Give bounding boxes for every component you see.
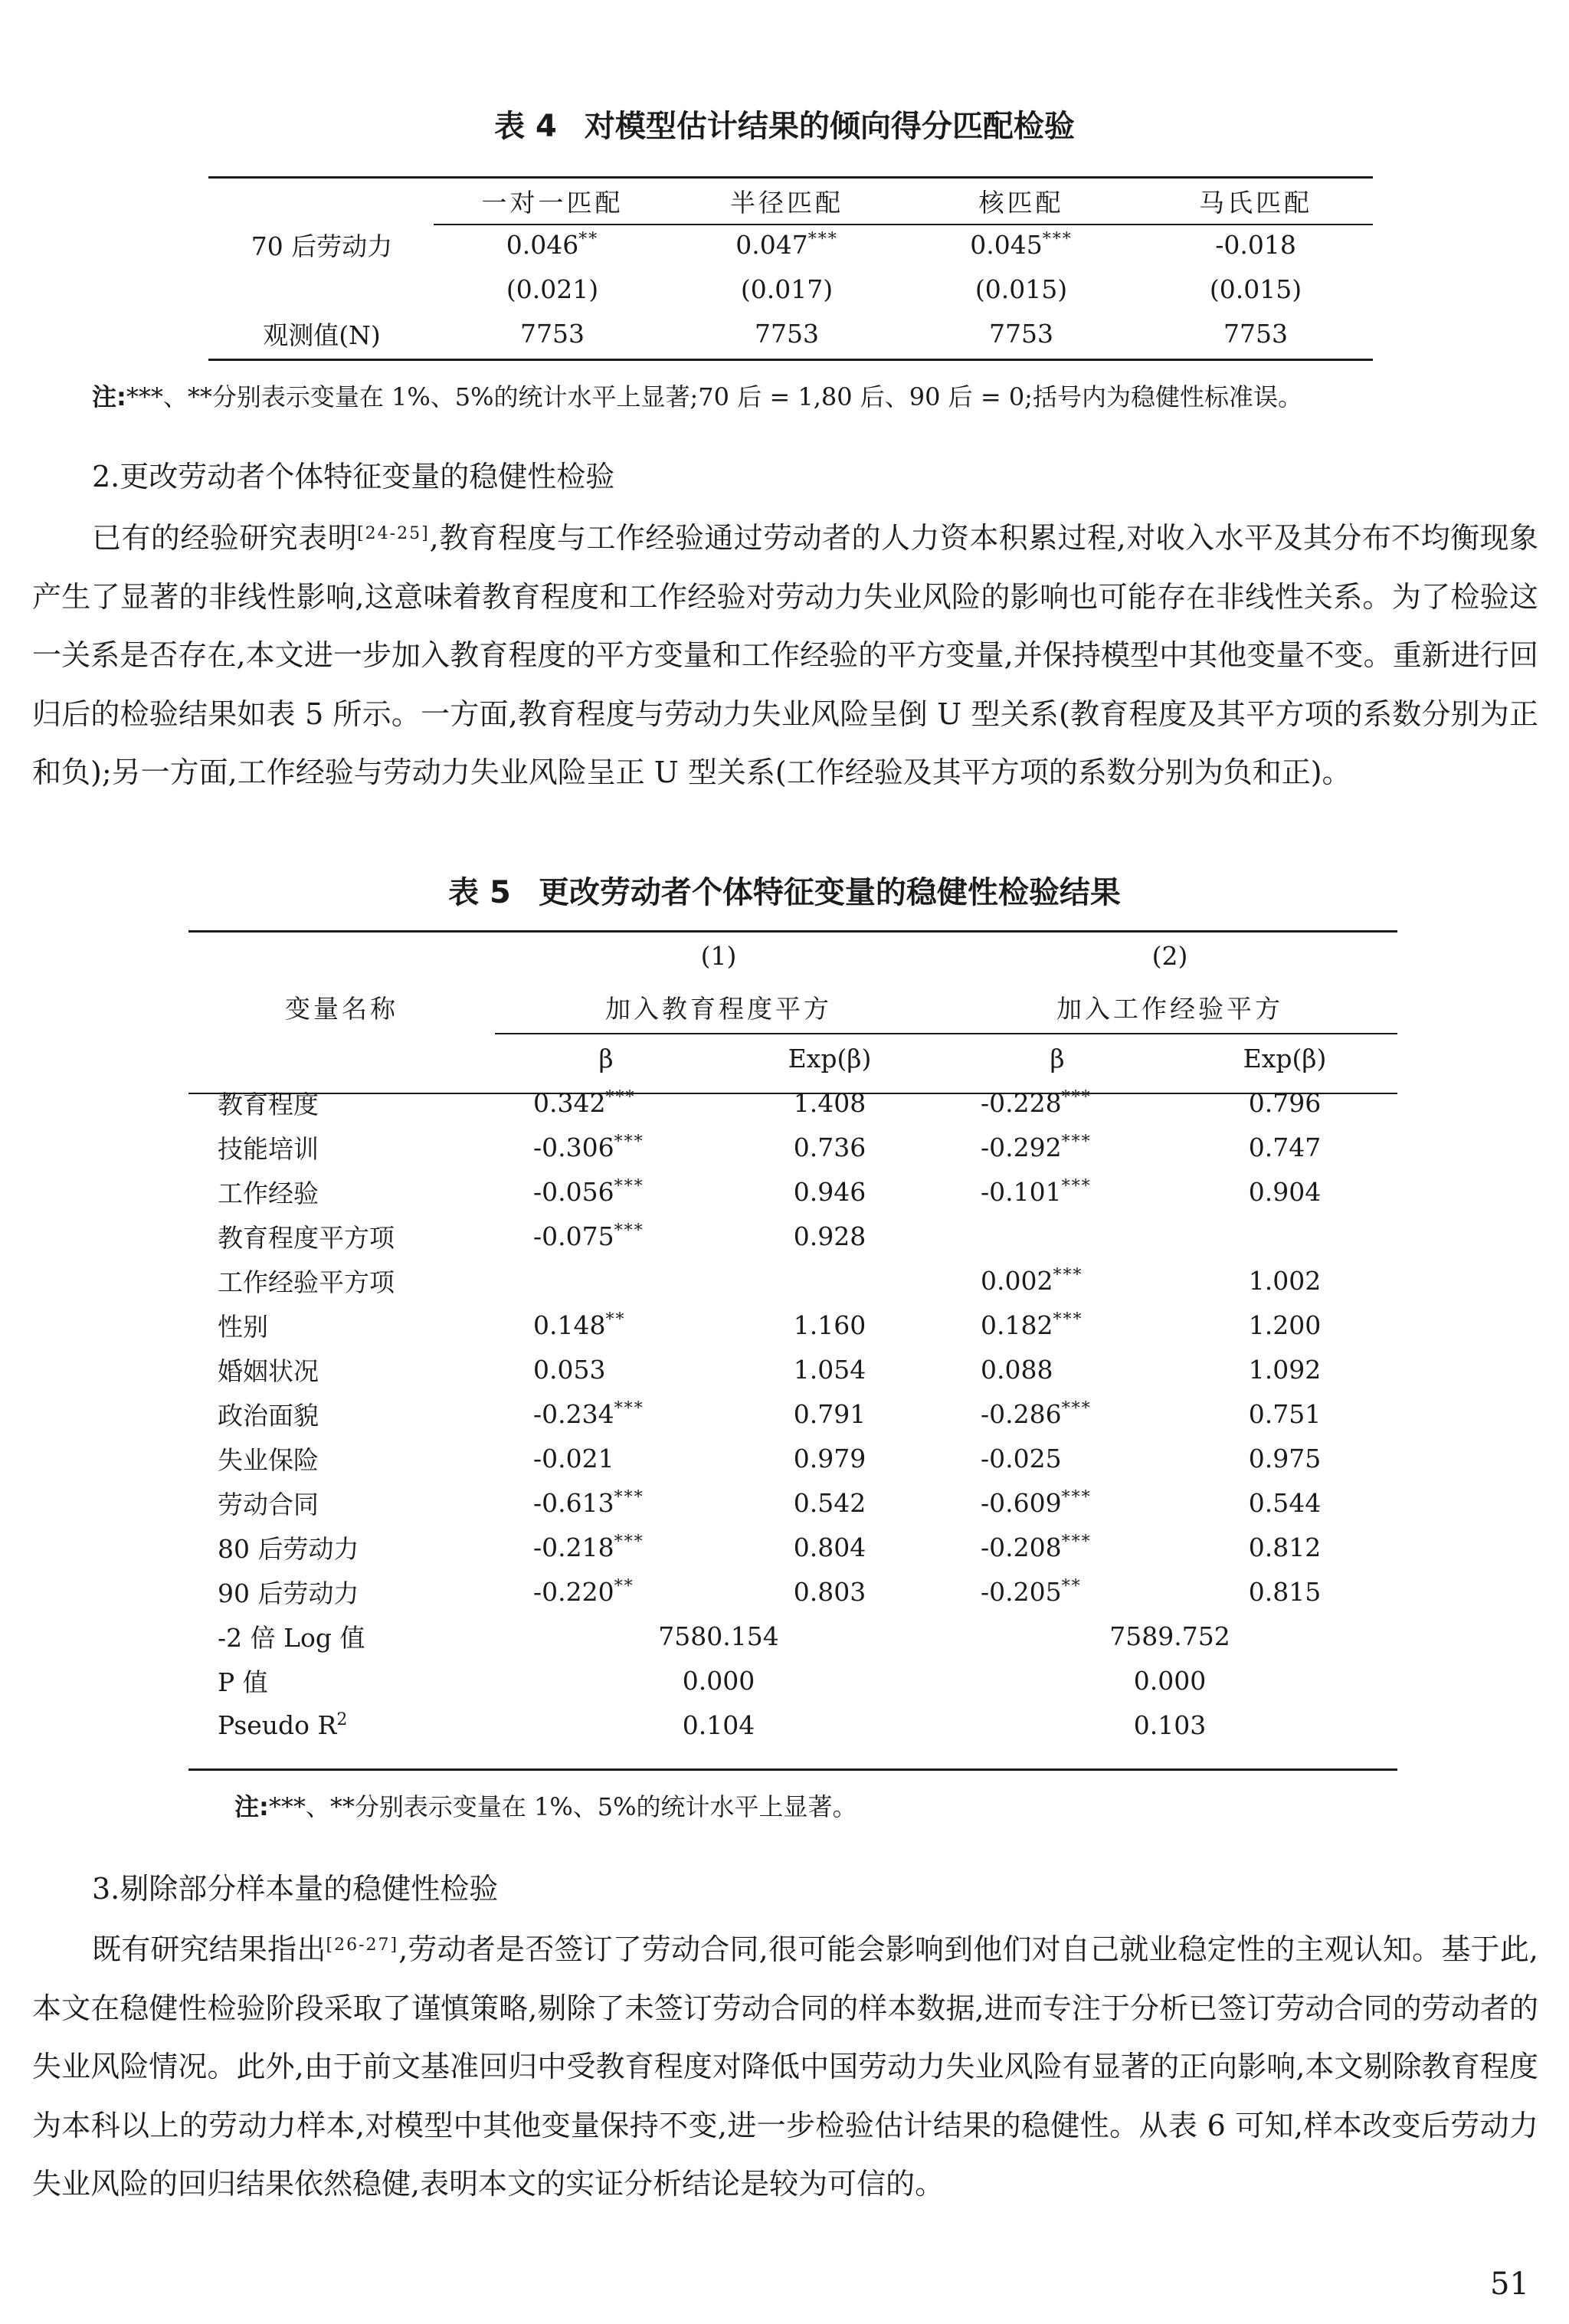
table5-col1-desc: 加入教育程度平方	[605, 993, 832, 1024]
table5-caption	[0, 874, 1569, 912]
page-number: 51	[1490, 2267, 1529, 2302]
table5-exp-cell: 0.796	[1248, 1087, 1322, 1118]
table5-var-name: 性别	[218, 1311, 268, 1342]
table5-exp-cell: 0.747	[1248, 1132, 1322, 1162]
table4-se-cell: (0.015)	[1209, 274, 1302, 304]
table5-header-row	[188, 1036, 1397, 1080]
table5-stat-value: 0.000	[682, 1665, 755, 1696]
table5-beta-cell: -0.234***	[533, 1398, 644, 1429]
table5-var-name: 失业保险	[218, 1444, 319, 1475]
table5-exp-cell: 0.804	[793, 1532, 866, 1562]
table4-col-header: 半径匹配	[730, 187, 843, 218]
table5-exp-cell: 1.160	[793, 1310, 866, 1340]
table4-note: 注:***、**分别表示变量在 1%、5%的统计水平上显著;70 后 = 1,80 后、90 后 = 0;括号内为稳健性标准误。	[92, 382, 1302, 411]
table5-beta-header: β	[598, 1043, 614, 1073]
table4	[208, 179, 1373, 356]
table-row	[208, 311, 1373, 356]
table4-col-header: 一对一匹配	[481, 187, 624, 218]
table5-var-name: 技能培训	[218, 1133, 319, 1164]
table5-body	[188, 1080, 1397, 1614]
table5-col1-number: (1)	[700, 940, 737, 971]
table-row	[188, 1658, 1397, 1703]
table4-cell: 0.045***	[970, 229, 1073, 260]
table5-exp-cell: 0.815	[1248, 1576, 1322, 1607]
table5-title: 更改劳动者个体特征变量的稳健性检验结果	[538, 875, 1121, 910]
table5-var-name: 教育程度	[218, 1089, 319, 1119]
table-row	[188, 1480, 1397, 1525]
table-row	[188, 1391, 1397, 1436]
table5-beta-cell: -0.306***	[533, 1132, 644, 1162]
table5-exp-cell: 1.054	[793, 1354, 866, 1385]
table4-cell: -0.018	[1215, 229, 1296, 260]
table5-beta-cell: -0.101***	[981, 1176, 1092, 1207]
table4-col-header: 核匹配	[978, 187, 1064, 218]
table5-beta-cell: -0.208***	[981, 1532, 1092, 1562]
table-row	[188, 1347, 1397, 1391]
table5-exp-cell	[1172, 1214, 1397, 1258]
table5-var-name: 90 后劳动力	[218, 1578, 359, 1608]
table5-stat-value: 0.104	[682, 1709, 755, 1740]
table5-exp-cell: 0.736	[793, 1132, 866, 1162]
table-row	[188, 1080, 1397, 1125]
table5-stat-value: 7589.752	[1109, 1621, 1230, 1651]
section2-paragraph: 已有的经验研究表明[24-25],教育程度与工作经验通过劳动者的人力资本积累过程,对收入水平及其分布不均衡现象产生了显著的非线性影响,这意味着教育程度和工作经验对劳动力失业风险的影响也可能存在非线性关系。为了检验这一关系是否存在,本文进一步加入教育程度的平方变量和工作经验的平方变量,并保持模型中其他变量不变。重新进行回归后的检验结果如表 5 所示。一方面,教育程度与劳动力失业风险呈倒 U 型关系(教育程度及其平方项的系数分别为正和负);另一方面,工作经验与劳动力失业风险呈正 U 型关系(工作经验及其平方项的系数分别为负和正)。	[32, 521, 1538, 789]
table5-header-row	[188, 933, 1397, 978]
table5-note: 注:***、**分别表示变量在 1%、5%的统计水平上显著。	[234, 1792, 857, 1821]
table4-number: 表 4	[494, 109, 557, 144]
table-row	[188, 1436, 1397, 1480]
table5-beta-cell: -0.286***	[981, 1398, 1092, 1429]
table5-header-row	[188, 978, 1397, 1036]
table5-exp-cell	[717, 1258, 942, 1303]
table5-beta-cell: -0.609***	[981, 1487, 1092, 1518]
table5-beta-cell: -0.075***	[533, 1221, 644, 1251]
table4-top-rule	[208, 176, 1373, 179]
table4-row-label: 70 后劳动力	[251, 231, 393, 261]
table4-se-cell: (0.015)	[974, 274, 1068, 304]
table5-exp-cell: 0.803	[793, 1576, 866, 1607]
table5-exp-cell: 0.975	[1248, 1443, 1322, 1473]
table-row	[188, 1125, 1397, 1169]
table5-exp-cell: 0.946	[793, 1176, 866, 1207]
table4-cell: 7753	[755, 318, 819, 349]
table5-exp-cell: 1.092	[1248, 1354, 1322, 1385]
table-row	[208, 222, 1373, 267]
table5-beta-cell: -0.025	[981, 1443, 1062, 1473]
table5-var-name: 工作经验平方项	[218, 1267, 395, 1297]
table5-exp-cell: 1.200	[1248, 1310, 1322, 1340]
table5-beta-cell: 0.088	[981, 1354, 1053, 1385]
table-row	[188, 1214, 1397, 1258]
table5-number: 表 5	[448, 875, 511, 910]
table5-summary	[188, 1614, 1397, 1747]
table5-beta-cell: -0.220**	[533, 1576, 634, 1607]
table5-var-name: 80 后劳动力	[218, 1533, 359, 1564]
table4-col-header: 马氏匹配	[1199, 187, 1312, 218]
table5-beta-cell: 0.342***	[533, 1087, 636, 1118]
table5-beta-cell: 0.148**	[533, 1310, 626, 1340]
table5-var-name: 婚姻状况	[218, 1355, 319, 1386]
table4-cell: 0.047***	[735, 229, 838, 260]
table5-top-rule	[188, 930, 1397, 933]
table5-beta-cell: -0.021	[533, 1443, 614, 1473]
table5-exp-cell: 0.544	[1248, 1487, 1322, 1518]
citation: [24-25]	[357, 524, 430, 543]
table5-exp-cell: 1.408	[793, 1087, 866, 1118]
table5-exp-header: Exp(β)	[1243, 1043, 1327, 1073]
table-row	[188, 1525, 1397, 1569]
table5-exp-cell: 0.542	[793, 1487, 866, 1518]
table5-exp-cell: 0.791	[793, 1398, 866, 1429]
table5-beta-cell: -0.292***	[981, 1132, 1092, 1162]
section3-paragraph: 既有研究结果指出[26-27],劳动者是否签订了劳动合同,很可能会影响到他们对自己就业稳定性的主观认知。基于此,本文在稳健性检验阶段采取了谨慎策略,剔除了未签订劳动合同的样本数据,进而专注于分析已签订劳动合同的劳动者的失业风险情况。此外,由于前文基准回归中受教育程度对降低中国劳动力失业风险有显著的正向影响,本文剔除教育程度为本科以上的劳动力样本,对模型中其他变量保持不变,进一步检验估计结果的稳健性。从表 6 可知,样本改变后劳动力失业风险的回归结果依然稳健,表明本文的实证分析结论是较为可信的。	[32, 1932, 1538, 2201]
table5-var-name: 政治面貌	[218, 1400, 319, 1431]
table5-col2-number: (2)	[1151, 940, 1188, 971]
table4-se-cell: (0.017)	[740, 274, 834, 304]
section3-heading: 3.剔除部分样本量的稳健性检验	[92, 1872, 499, 1906]
table5-stat-name: Pseudo $R^2$	[218, 1709, 349, 1740]
table5-stat-value: 0.103	[1133, 1709, 1207, 1740]
table-row	[188, 1703, 1397, 1747]
table4-title: 对模型估计结果的倾向得分匹配检验	[584, 109, 1075, 144]
table5-stat-value: 7580.154	[658, 1621, 779, 1651]
table4-header-row	[208, 179, 1373, 222]
table5-stat-name: P 值	[218, 1667, 268, 1697]
table5-beta-cell: 0.002***	[981, 1265, 1083, 1296]
table4-bottom-rule	[208, 359, 1373, 361]
table5-beta-cell: -0.613***	[533, 1487, 644, 1518]
table5-var-header: 变量名称	[285, 993, 398, 1024]
table5-exp-cell: 0.751	[1248, 1398, 1322, 1429]
citation: [26-27]	[326, 1936, 399, 1955]
table5-beta-cell: 0.182***	[981, 1310, 1083, 1340]
section2-heading: 2.更改劳动者个体特征变量的稳健性检验	[92, 460, 615, 493]
table5-stat-value: 0.000	[1133, 1665, 1207, 1696]
table4-se-cell: (0.021)	[506, 274, 599, 304]
table5-col2-desc: 加入工作经验平方	[1056, 993, 1283, 1024]
table5-beta-cell: -0.205**	[981, 1576, 1082, 1607]
table4-cell: 7753	[1223, 318, 1288, 349]
table4-caption	[0, 107, 1569, 146]
table5-beta-cell	[495, 1258, 717, 1303]
table-row	[208, 267, 1373, 311]
table4-row-label: 观测值(N)	[263, 320, 381, 350]
table5-exp-cell: 1.002	[1248, 1265, 1322, 1296]
table4-cell: 0.046**	[506, 229, 599, 260]
table-row	[188, 1614, 1397, 1658]
table5-beta-cell: -0.228***	[981, 1087, 1092, 1118]
table5-exp-cell: 0.979	[793, 1443, 866, 1473]
table-row	[188, 1569, 1397, 1614]
table5-beta-cell: -0.218***	[533, 1532, 644, 1562]
table5-var-name: 工作经验	[218, 1178, 319, 1208]
table5	[188, 933, 1397, 1747]
table5-exp-cell: 0.812	[1248, 1532, 1322, 1562]
table5-beta-header: β	[1050, 1043, 1065, 1073]
table5-beta-cell	[942, 1214, 1172, 1258]
table5-beta-cell: 0.053	[533, 1354, 606, 1385]
table4-cell: 7753	[989, 318, 1053, 349]
table5-stat-name: -2 倍 Log 值	[218, 1622, 365, 1653]
table5-exp-header: Exp(β)	[788, 1043, 872, 1073]
table5-exp-cell: 0.904	[1248, 1176, 1322, 1207]
table4-cell: 7753	[520, 318, 585, 349]
table-row	[188, 1303, 1397, 1347]
table5-var-name: 教育程度平方项	[218, 1222, 395, 1253]
table-row	[188, 1258, 1397, 1303]
table-row	[188, 1169, 1397, 1214]
table5-beta-cell: -0.056***	[533, 1176, 644, 1207]
table5-bottom-rule	[188, 1768, 1397, 1771]
table5-exp-cell: 0.928	[793, 1221, 866, 1251]
table5-var-name: 劳动合同	[218, 1489, 319, 1519]
